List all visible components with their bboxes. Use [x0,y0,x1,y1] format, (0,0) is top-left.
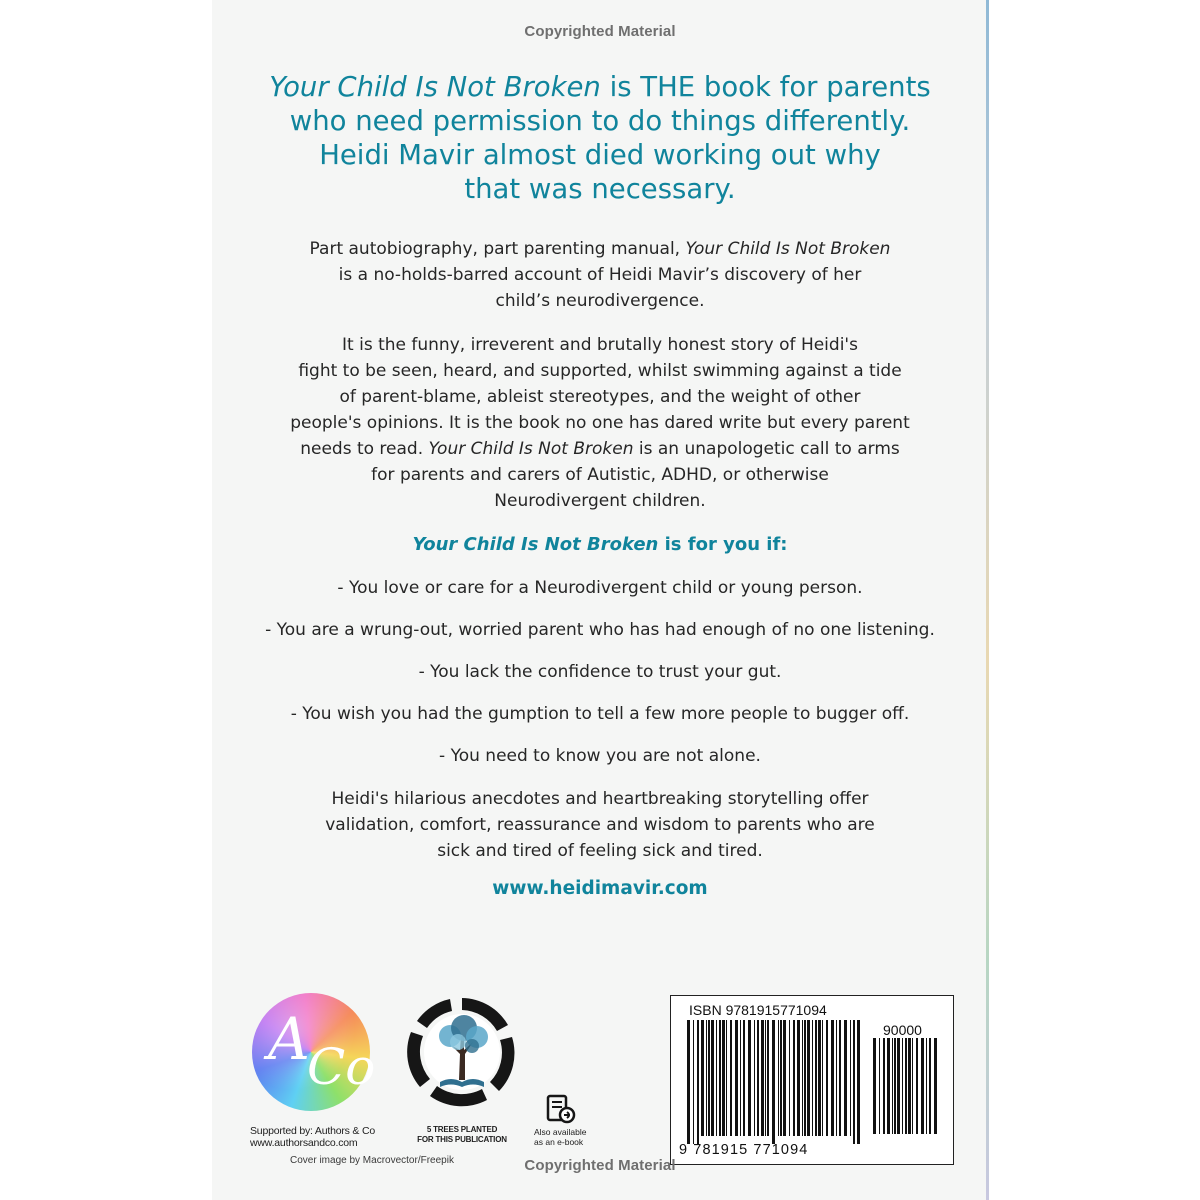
spine-edge [986,0,989,1200]
trees-planted-caption [402,1125,522,1145]
story-line-7: Neurodivergent children. [494,491,706,511]
story-line-6: for parents and carers of Autistic, ADHD, or otherwise [371,465,829,485]
trees-caption-line-1: 5 TREES PLANTED [426,1125,498,1134]
headline-line-4: that was necessary. [464,173,736,205]
copyright-watermark-bottom: Copyrighted Material [524,1157,676,1174]
trees-planted-logo [402,992,522,1112]
for-you-item: - You lack the confidence to trust your gut. [418,662,782,682]
for-you-item: - You wish you had the gumption to tell a few more people to bugger off. [290,704,910,724]
intro-line-2: is a no-holds-barred account of Heidi Mavir’s discovery of her [338,265,862,285]
story-line-5-end: is an unapologetic call to arms [633,439,900,459]
author-website-link[interactable]: www.heidimavir.com [492,878,708,899]
isbn-barcode [670,995,954,1165]
publisher-url: www.authorsandco.com [250,1137,358,1149]
closing-line-2: validation, comfort, reassurance and wisdom to parents who are [325,815,875,835]
closing-line-3: sick and tired of feeling sick and tired. [437,841,763,861]
closing-paragraph [252,786,948,864]
copyright-watermark-top: Copyrighted Material [524,23,676,40]
ebook-caption-line-2: as an e-book [534,1137,584,1147]
story-line-1: It is the funny, irreverent and brutally honest story of Heidi's [342,335,858,355]
intro-line-1: Part autobiography, part parenting manual, [309,239,686,259]
ebook-caption [534,1127,594,1147]
ean-barcode-bars [685,1020,861,1144]
ebook-caption-line-1: Also available [534,1127,587,1137]
for-you-item: - You are a wrung-out, worried parent who has had enough of no one listening. [265,620,935,640]
closing-line-1: Heidi's hilarious anecdotes and heartbreaking storytelling offer [331,789,869,809]
headline [242,70,958,206]
story-line-3: of parent-blame, ableist stereotypes, and the weight of other [339,387,861,407]
publisher-support-text [250,1125,410,1149]
logo-letters-co: Co [307,1038,376,1096]
intro-book-title: Your Child Is Not Broken [685,239,891,259]
logo-letter-a: A [268,1005,310,1073]
for-you-heading-rest: is for you if: [658,534,788,555]
supported-by-label: Supported by: Authors & Co [250,1125,375,1137]
authors-and-co-logo [252,993,376,1111]
authors-and-co-monogram [252,993,376,1111]
trees-caption-line-2: FOR THIS PUBLICATION [417,1135,507,1144]
isbn-digits: 9 781915 771094 [679,1142,809,1158]
for-you-book-title: Your Child Is Not Broken [412,534,659,555]
for-you-item: - You need to know you are not alone. [439,746,761,766]
intro-paragraph [252,236,948,314]
headline-book-title: Your Child Is Not Broken [269,71,601,103]
back-cover [212,0,988,1200]
headline-line-2: who need permission to do things differently. [289,105,911,137]
price-addon-barcode-bars [871,1038,943,1142]
story-line-5-start: needs to read. [300,439,429,459]
story-book-title: Your Child Is Not Broken [428,439,634,459]
story-line-4: people's opinions. It is the book no one has dared write but every parent [290,413,910,433]
ebook-icon [544,1093,576,1125]
isbn-label: ISBN 9781915771094 [689,1002,827,1018]
story-paragraph [252,332,948,514]
headline-line-3: Heidi Mavir almost died working out why [319,139,881,171]
cover-image-credit: Cover image by Macrovector/Freepik [290,1155,454,1166]
for-you-item: - You love or care for a Neurodivergent child or young person. [337,578,863,598]
headline-line-1: is THE book for parents [600,71,931,103]
price-code: 90000 [883,1022,922,1038]
intro-line-3: child’s neurodivergence. [495,291,705,311]
story-line-2: fight to be seen, heard, and supported, whilst swimming against a tide [298,361,902,381]
for-you-heading [212,532,988,558]
